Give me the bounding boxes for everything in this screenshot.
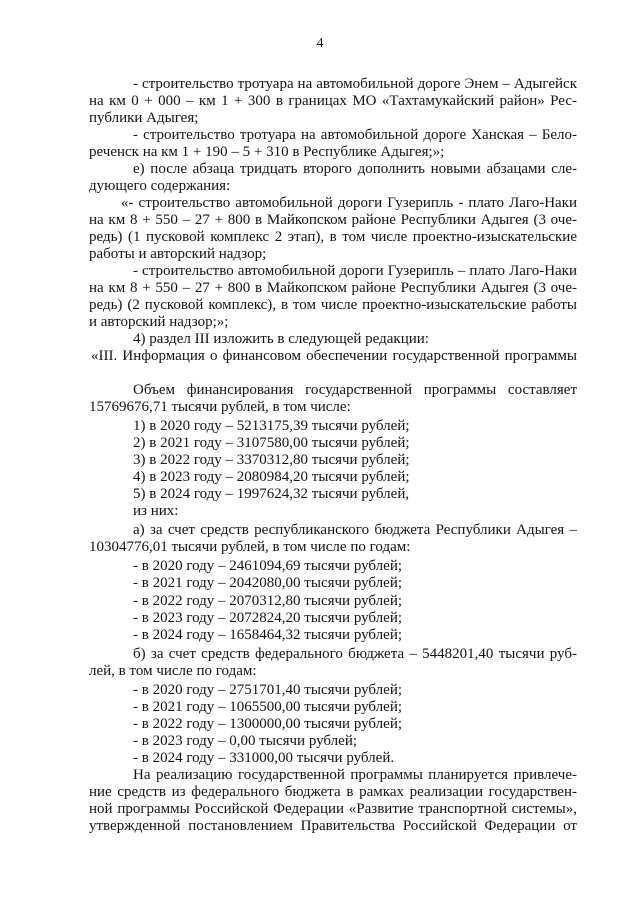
text-line: ние средств из федерального бюджета в рамках реализации государствен- — [89, 784, 577, 800]
list-item: - в 2021 году – 1065500,00 тысячи рублей; — [133, 699, 403, 715]
text-line: редь) (1 пусковой комплекс 2 этап), в том числе проектно-изыскательские — [89, 229, 577, 245]
text-line: «- строительство автомобильной дороги Гузерипль - плато Лаго-Наки — [121, 195, 577, 211]
text-line: б) за счет средств федерального бюджета – 5448201,40 тысячи руб- — [133, 646, 577, 662]
text-line: утвержденной постановлением Правительства Российской Федерации от — [89, 818, 577, 834]
text-line: 4) раздел III изложить в следующей редакции: — [133, 331, 429, 347]
text-line: публики Адыгея; — [89, 110, 199, 126]
text-line: работы и авторский надзор; — [89, 246, 267, 262]
text-line: ной программы Российской Федерации «Развитие транспортной системы», — [89, 801, 577, 817]
page-number: 4 — [316, 36, 324, 51]
list-item: - в 2020 году – 2461094,69 тысячи рублей; — [133, 558, 403, 574]
text-line: - строительство тротуара на автомобильной дороге Энем – Адыгейск — [133, 76, 577, 92]
text-line: На реализацию государственной программы планируется привлече- — [133, 767, 577, 783]
section-heading: «III. Информация о финансовом обеспечении государственной программы — [91, 348, 577, 364]
list-item: - в 2022 году – 1300000,00 тысячи рублей; — [133, 716, 403, 732]
list-item: 3) в 2022 году – 3370312,80 тысячи рублей; — [133, 452, 410, 468]
list-item: 4) в 2023 году – 2080984,20 тысячи рублей; — [133, 469, 410, 485]
list-item: 2) в 2021 году – 3107580,00 тысячи рублей; — [133, 435, 410, 451]
list-item: - в 2024 году – 1658464,32 тысячи рублей; — [133, 627, 403, 643]
text-line: а) за счет средств республиканского бюджета Республики Адыгея – — [133, 522, 577, 538]
text-line: - строительство тротуара на автомобильной дороге Ханская – Бело- — [133, 127, 577, 143]
text-line: реченск на км 1 + 190 – 5 + 310 в Республике Адыгея;»; — [89, 144, 445, 160]
text-line: Объем финансирования государственной программы составляет — [133, 382, 577, 398]
text-line: редь) (2 пусковой комплекс), в том числе проектно-изыскательские работы — [89, 297, 577, 313]
list-item: - в 2024 году – 331000,00 тысячи рублей. — [133, 750, 395, 766]
text-line: е) после абзаца тридцать второго дополнить новыми абзацами сле- — [133, 161, 577, 177]
list-item: - в 2023 году – 2072824,20 тысячи рублей; — [133, 610, 403, 626]
text-line: на км 0 + 000 – км 1 + 300 в границах МО «Тахтамукайский район» Рес- — [89, 93, 577, 109]
list-item: - в 2022 году – 2070312,80 тысячи рублей; — [133, 593, 403, 609]
text-line: из них: — [133, 503, 179, 519]
text-line: лей, в том числе по годам: — [89, 663, 257, 679]
list-item: - в 2023 году – 0,00 тысячи рублей; — [133, 733, 358, 749]
list-item: 1) в 2020 году – 5213175,39 тысячи рублей; — [133, 418, 410, 434]
text-line: 15769676,71 тысячи рублей, в том числе: — [89, 399, 351, 415]
text-line: дующего содержания: — [89, 178, 231, 194]
text-line: и авторский надзор;»; — [89, 314, 229, 330]
list-item: - в 2020 году – 2751701,40 тысячи рублей; — [133, 682, 403, 698]
text-line: - строительство автомобильной дороги Гузерипль – плато Лаго-Наки — [133, 263, 577, 279]
text-line: на км 8 + 550 – 27 + 800 в Майкопском районе Республики Адыгея (3 оче- — [89, 212, 577, 228]
text-line: 10304776,01 тысячи рублей, в том числе по годам: — [89, 539, 411, 555]
list-item: - в 2021 году – 2042080,00 тысячи рублей; — [133, 575, 403, 591]
text-line: на км 8 + 550 – 27 + 800 в Майкопском районе Республики Адыгея (3 оче- — [89, 280, 577, 296]
list-item: 5) в 2024 году – 1997624,32 тысячи рублей, — [133, 486, 410, 502]
